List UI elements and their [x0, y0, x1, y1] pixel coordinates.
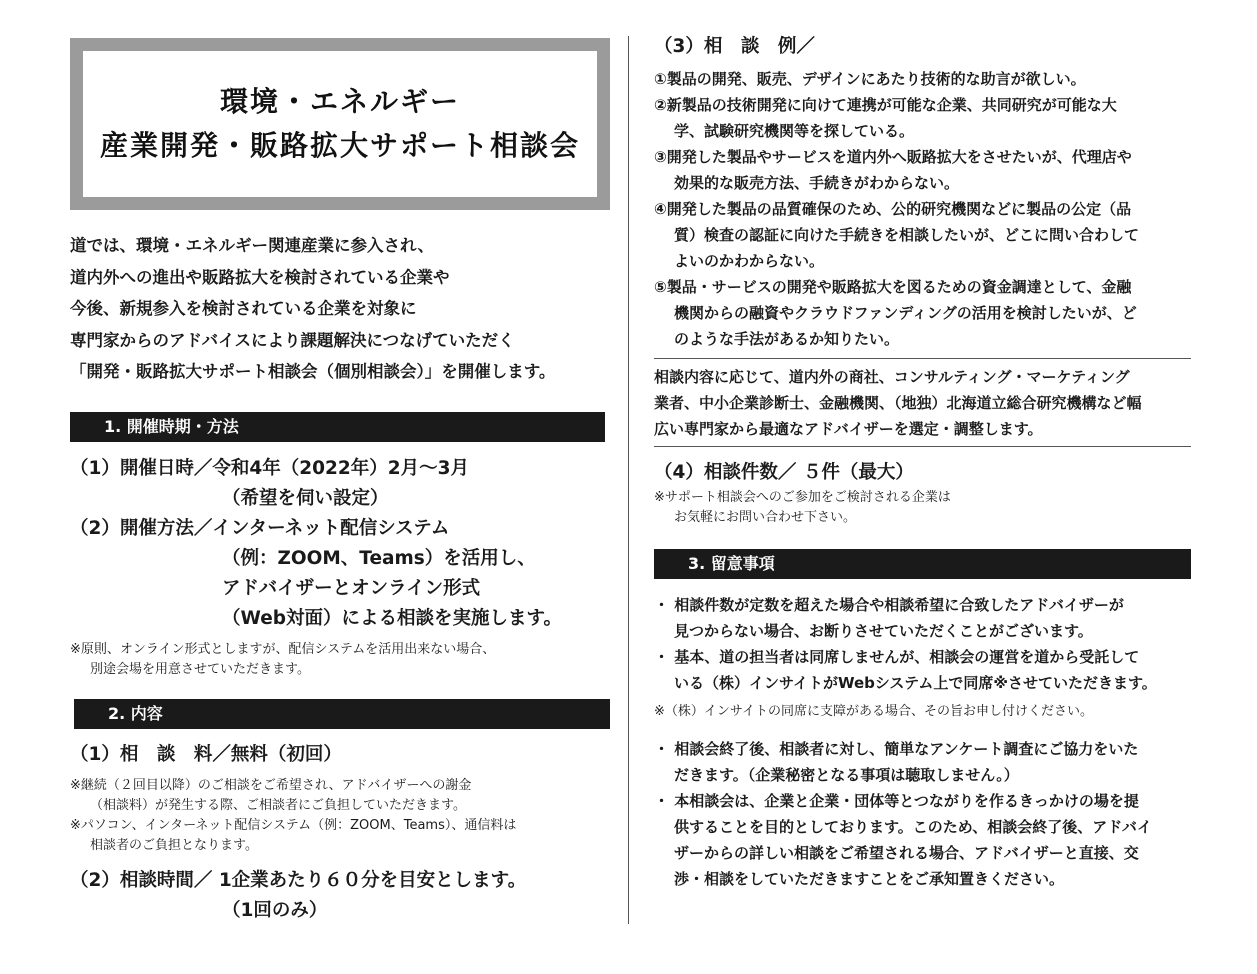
schedule-sub: （希望を伺い設定） — [222, 488, 389, 509]
schedule-value: 令和4年（2022年）2月～3月 — [212, 458, 469, 479]
notes-block-1 — [654, 592, 1194, 722]
notice-item: ・ 基本、道の担当者は同席しませんが、相談会の運営を道から受託して — [654, 648, 1140, 666]
section-2-heading: 2. 内容 — [74, 699, 610, 729]
time-row: （2）相談時間／ 1企業あたり６０分を目安とします。 — [70, 870, 527, 891]
method-note: 別途会場を用意させていただきます。 — [90, 662, 310, 677]
fee-note: 相談者のご負担となります。 — [90, 838, 258, 853]
fee-note: ※パソコン、インターネット配信システム（例：ZOOM、Teams）、通信料は — [70, 818, 517, 833]
schedule-label: （1）開催日時／ — [70, 458, 213, 479]
example-item: ⑤製品・サービスの開発や販路拡大を図るための資金調達として、金融 — [654, 278, 1132, 296]
method-note: ※原則、オンライン形式としますが、配信システムを活用出来ない場合、 — [70, 642, 496, 657]
example-item-cont: よいのかわからない。 — [674, 252, 825, 270]
section-1-body — [70, 454, 610, 680]
method-line: インターネット配信システム — [212, 518, 450, 539]
fee-note: ※継続（２回目以降）のご相談をご希望され、アドバイザーへの謝金 — [70, 778, 472, 793]
notice-item-cont: だきます。（企業秘密となる事項は聴取しません。） — [674, 766, 1019, 784]
section-3-heading: 3. 留意事項 — [654, 549, 1191, 579]
method-line: （Web対面）による相談を実施します。 — [222, 608, 563, 629]
notice-note: ※（株）インサイトの同席に支障がある場合、その旨お申し付けください。 — [654, 704, 1093, 719]
title-line-2: 産業開発・販路拡大サポート相談会 — [99, 129, 580, 162]
count-block — [654, 458, 1194, 528]
advisor-line: 業者、中小企業診断士、金融機関、（地独）北海道立総合研究機構など幅 — [654, 394, 1142, 412]
method-line: アドバイザーとオンライン形式 — [222, 578, 481, 599]
title-box — [70, 38, 610, 210]
notice-item-cont: 渉・相談をしていただきますことをご承知置きください。 — [674, 870, 1065, 888]
method-line: （例：ZOOM、Teams）を活用し、 — [222, 548, 536, 569]
time-sub: （1回のみ） — [222, 900, 328, 921]
example-item-cont: 学、試験研究機関等を探している。 — [674, 122, 915, 140]
notice-item-cont: ザーからの詳しい相談をご希望される場合、アドバイザーと直接、交 — [674, 844, 1139, 862]
example-item: ②新製品の技術開発に向けて連携が可能な企業、共同研究が可能な大 — [654, 96, 1117, 114]
example-item: ④開発した製品の品質確保のため、公的研究機関などに製品の公定（品 — [654, 200, 1132, 218]
intro-line: 今後、新規参入を検討されている企業を対象に — [70, 299, 417, 318]
intro-line: 「開発・販路拡大サポート相談会（個別相談会）」を開催します。 — [70, 362, 556, 381]
count-note: お気軽にお問い合わせ下さい。 — [674, 510, 857, 525]
notice-item-cont: 見つからない場合、お断りさせていただくことがございます。 — [674, 622, 1093, 640]
intro-line: 道内外への進出や販路拡大を検討されている企業や — [70, 267, 450, 287]
intro-line: 専門家からのアドバイスにより課題解決につなげていただく — [70, 330, 515, 350]
column-divider — [628, 36, 629, 924]
examples-heading: （3）相 談 例／ — [654, 36, 815, 57]
advisor-bottom-rule — [654, 446, 1191, 447]
example-item: ①製品の開発、販売、デザインにあたり技術的な助言が欲しい。 — [654, 70, 1086, 88]
notice-item: ・ 相談件数が定数を超えた場合や相談希望に合致したアドバイザーが — [654, 596, 1124, 614]
advisor-paragraph — [654, 364, 1194, 442]
fee-note: （相談料）が発生する際、ご相談者にご負担していただきます。 — [90, 798, 466, 813]
advisor-top-rule — [654, 358, 1191, 359]
notice-item: ・ 本相談会は、企業と企業・団体等とつながりを作るきっかけの場を提 — [654, 792, 1139, 810]
notes-block-2 — [654, 736, 1194, 892]
section-2-body — [70, 740, 610, 926]
title-line-1: 環境・エネルギー — [219, 85, 460, 118]
example-item-cont: のような手法があるか知りたい。 — [674, 330, 900, 348]
count-row: （4）相談件数／ ５件（最大） — [654, 462, 914, 483]
example-item-cont: 質）検査の認証に向けた手続きを相談したいが、どこに問い合わして — [674, 226, 1140, 244]
fee-row: （1）相 談 料／無料（初回） — [70, 744, 342, 765]
intro-paragraph — [70, 230, 615, 388]
examples-list — [654, 66, 1194, 352]
example-item-cont: 効果的な販売方法、手続きがわからない。 — [674, 174, 960, 192]
intro-line: 道では、環境・エネルギー関連産業に参入され、 — [70, 236, 434, 255]
notice-item-cont: 供することを目的としております。このため、相談会終了後、アドバイ — [674, 818, 1152, 836]
section-1-heading: 1. 開催時期・方法 — [70, 412, 605, 442]
example-item-cont: 機関からの融資やクラウドファンディングの活用を検討したいが、ど — [674, 304, 1137, 322]
notice-item-cont: いる（株）インサイトがWebシステム上で同席※させていただきます。 — [674, 674, 1157, 692]
example-item: ③開発した製品やサービスを道内外へ販路拡大をさせたいが、代理店や — [654, 148, 1132, 166]
notice-item: ・ 相談会終了後、相談者に対し、簡単なアンケート調査にご協力をいた — [654, 740, 1139, 758]
advisor-line: 相談内容に応じて、道内外の商社、コンサルティング・マーケティング — [654, 368, 1130, 386]
advisor-line: 広い専門家から最適なアドバイザーを選定・調整します。 — [654, 420, 1043, 438]
count-note: ※サポート相談会へのご参加をご検討される企業は — [654, 490, 951, 505]
method-row — [70, 514, 610, 544]
schedule-row — [70, 454, 610, 484]
method-label: （2）開催方法／ — [70, 518, 213, 539]
